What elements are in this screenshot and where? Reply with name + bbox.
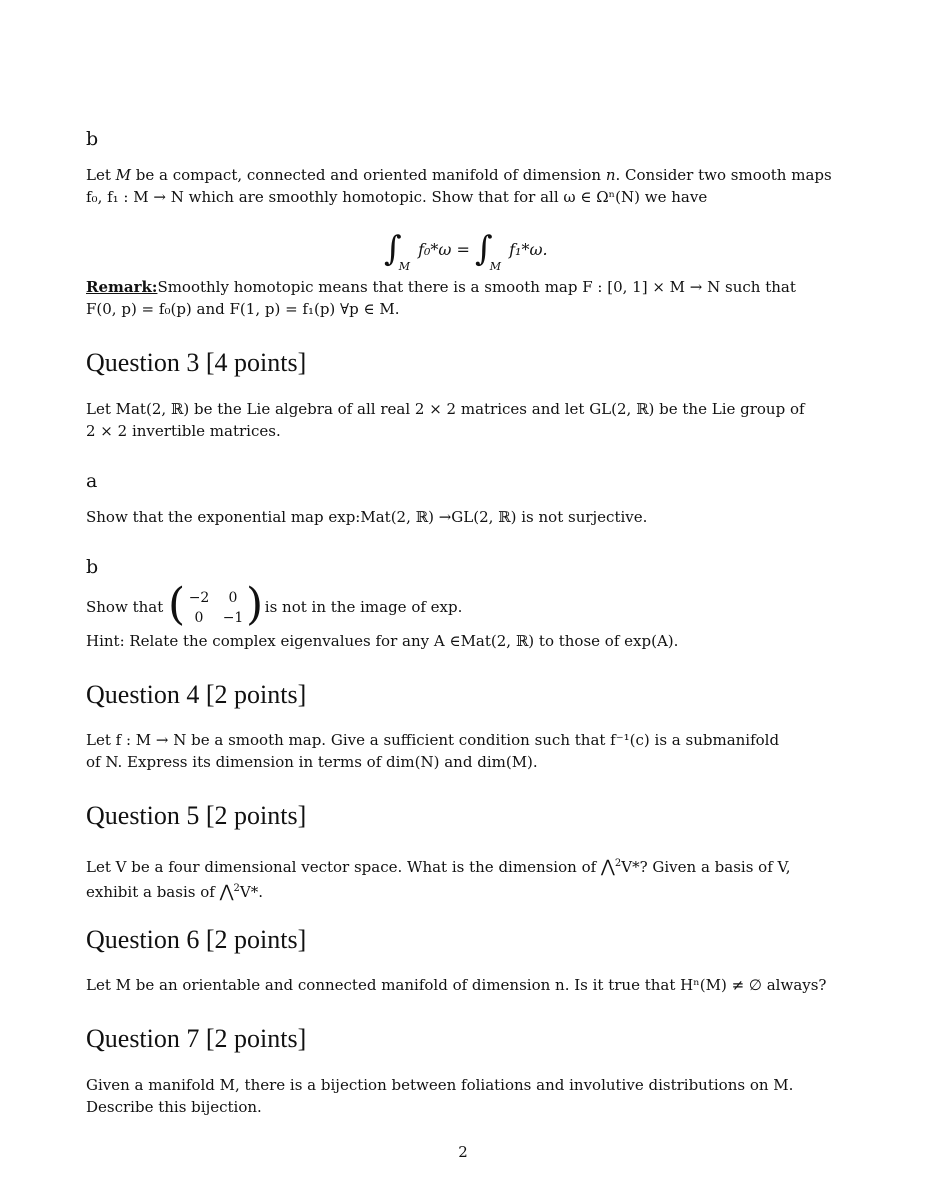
integral-equation <box>0 224 926 273</box>
integral-sub-rhs: M <box>489 260 502 273</box>
q6-heading: Question 6 [2 points] <box>86 925 307 954</box>
q3-part-b-label: b <box>86 556 99 578</box>
q7-heading: Question 7 [2 points] <box>86 1024 307 1053</box>
matrix-cell-12: 0 <box>228 590 238 606</box>
matrix <box>168 579 264 631</box>
matrix-cell-21: 0 <box>194 610 204 626</box>
q6-text: Let M be an orientable and connected manifold of dimension n. Is it true that Hⁿ(M) ≠ ∅ always? <box>86 976 827 994</box>
q5-line-1a: Let V be a four dimensional vector space. What is the dimension of <box>86 858 601 876</box>
remark-label: Remark: <box>86 278 158 296</box>
q4-heading: Question 4 [2 points] <box>86 680 307 709</box>
remark-line-1: Smoothly homotopic means that there is a smooth map F : [0, 1] × M → N such that <box>157 278 796 296</box>
q5-heading: Question 5 [2 points] <box>86 801 307 830</box>
page-number: 2 <box>458 1143 468 1161</box>
integral-rhs: f₁*ω. <box>509 240 548 259</box>
remark-line-2: F(0, p) = f₀(p) and F(1, p) = f₁(p) ∀p ∈ M. <box>86 300 400 318</box>
q2b-text-1n: n <box>605 166 616 184</box>
q2b-text-1m: M <box>115 166 131 184</box>
q2b-statement <box>86 164 841 208</box>
q2-part-b-label: b <box>86 128 99 150</box>
q7-text <box>86 1074 841 1118</box>
q2b-text-1b: be a compact, connected and oriented manifold of dimension <box>131 166 606 184</box>
q4-text <box>86 729 841 773</box>
q3-part-a-text: Show that the exponential map exp:Mat(2, ℝ) →GL(2, ℝ) is not surjective. <box>86 508 648 526</box>
q7-line-2: Describe this bijection. <box>86 1098 262 1116</box>
q2b-text-2: f₀, f₁ : M → N which are smoothly homotopic. Show that for all ω ∈ Ωⁿ(N) we have <box>86 188 708 206</box>
wedge-symbol-2: ⋀ <box>219 882 234 902</box>
q3b-before: Show that <box>86 598 164 616</box>
wedge-symbol: ⋀ <box>600 857 615 877</box>
integral-sub-lhs: M <box>398 260 410 273</box>
integral-lhs: f₀*ω = <box>418 240 470 259</box>
wedge-power-2: 2 <box>233 883 240 894</box>
q3-part-b-text <box>86 579 841 631</box>
integral-sign-rhs: ∫ <box>475 229 493 269</box>
matrix-left-paren: ( <box>168 579 186 630</box>
q3-intro <box>86 398 841 442</box>
q3-intro-line-2: 2 × 2 invertible matrices. <box>86 422 281 440</box>
q5-line-2b: V*. <box>239 883 263 901</box>
q5-line-1b: V*? Given a basis of V, <box>621 858 791 876</box>
q3-part-a-label: a <box>86 470 98 492</box>
wedge-power: 2 <box>614 858 622 869</box>
q5-line-2a: exhibit a basis of <box>86 883 220 901</box>
q3-hint: Hint: Relate the complex eigenvalues for any A ∈Mat(2, ℝ) to those of exp(A). <box>86 632 679 650</box>
q3b-after: is not in the image of exp. <box>264 598 463 616</box>
q3-heading: Question 3 [4 points] <box>86 348 307 377</box>
q2b-remark <box>86 276 841 320</box>
matrix-cell-22: −1 <box>222 610 244 626</box>
matrix-right-paren: ) <box>246 579 264 630</box>
q2b-text-1a: Let <box>86 166 116 184</box>
q4-line-2: of N. Express its dimension in terms of dim(N) and dim(M). <box>86 753 538 771</box>
q7-line-1: Given a manifold M, there is a bijection between foliations and involutive distributions on M. <box>86 1076 794 1094</box>
matrix-cell-11: −2 <box>188 590 210 606</box>
q2b-text-1c: . Consider two smooth maps <box>615 166 832 184</box>
q5-text <box>86 853 841 903</box>
q4-line-1: Let f : M → N be a smooth map. Give a sufficient condition such that f⁻¹(c) is a submanifold <box>86 731 780 749</box>
integral-sign-lhs: ∫ <box>384 229 402 269</box>
q3-intro-line-1: Let Mat(2, ℝ) be the Lie algebra of all real 2 × 2 matrices and let GL(2, ℝ) be the Lie group of <box>86 400 805 418</box>
